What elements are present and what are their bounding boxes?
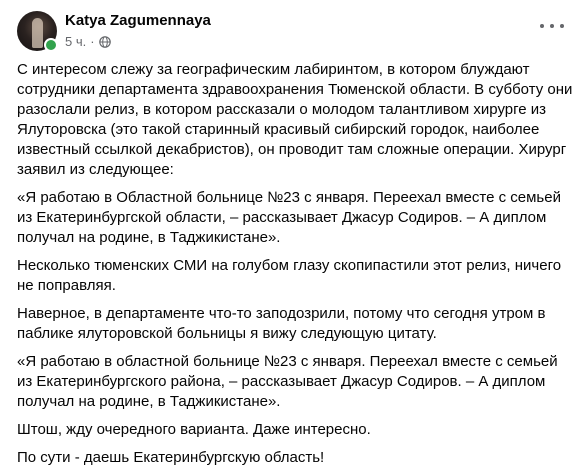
post-text — [17, 60, 575, 476]
more-options-button[interactable] — [540, 18, 564, 34]
post-paragraph: «Я работаю в Областной больнице №23 с января. Переехал вместе с семьей из Екатеринбургской области, – рассказывает Джасур Содиров. – А диплом получал на родине, в Таджикистане». — [17, 189, 561, 246]
online-status-indicator — [44, 38, 58, 52]
author-name[interactable]: Katya Zagumennaya — [65, 12, 211, 29]
post-time[interactable]: 5 ч. — [65, 34, 87, 49]
post-paragraph: С интересом слежу за географическим лабиринтом, в котором блуждают сотрудники департамента здравоохранения Тюменской области. В субботу они разослали релиз, в котором рассказали о молодом талантливом хирурге из Ялуторовска (это такой старинный красивый сибирский городок, наиболее известный ссылкой декабристов), он проводит там сложные операции. Хирург заявил из следующее: — [17, 61, 573, 178]
meta-separator: · — [90, 34, 95, 49]
post-meta — [65, 34, 111, 49]
post-paragraph: «Я работаю в областной больнице №23 с января. Переехал вместе с семьей из Екатеринбургского района, – рассказывает Джасур Содиров. – А диплом получал на родине, в Таджикистане». — [17, 353, 558, 410]
globe-icon[interactable] — [99, 36, 111, 48]
post-paragraph: Наверное, в департаменте что-то заподозрили, потому что сегодня утром в паблике ялуторовской больницы я вижу следующую цитату. — [17, 305, 546, 342]
post-paragraph: Несколько тюменских СМИ на голубом глазу скопипастили этот релиз, ничего не поправляя. — [17, 257, 562, 294]
post-paragraph: По сути - даешь Екатеринбургскую область! — [17, 449, 325, 466]
more-horizontal-icon — [540, 24, 544, 28]
post-paragraph: Штош, жду очередного варианта. Даже интересно. — [17, 421, 371, 438]
